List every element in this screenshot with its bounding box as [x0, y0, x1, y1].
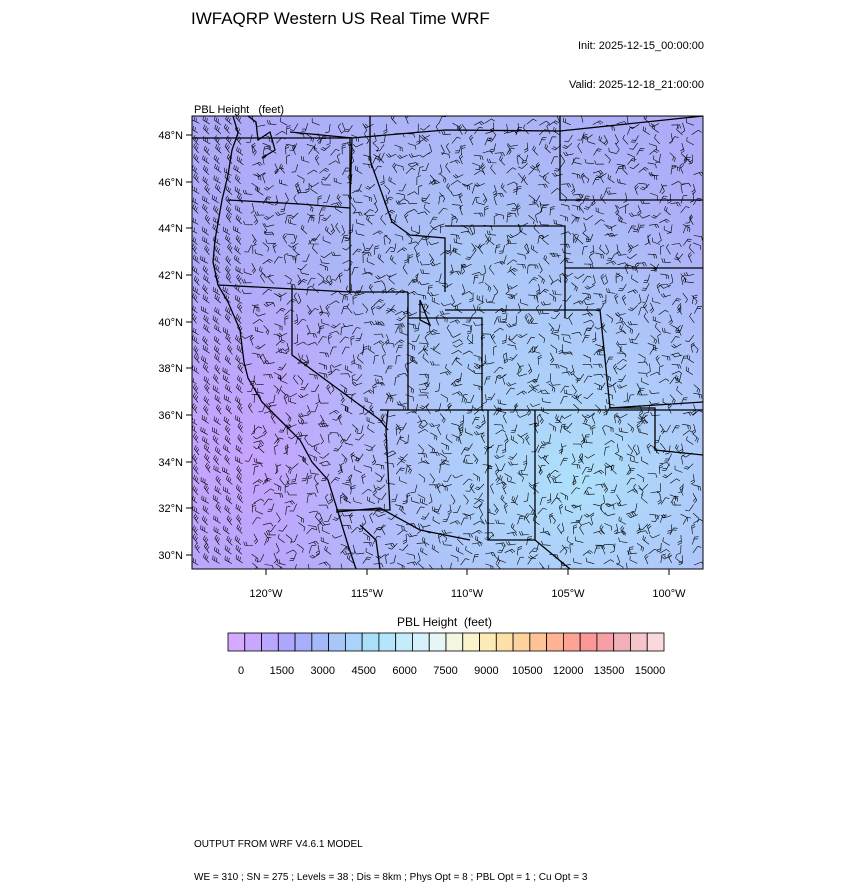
lat-tick-label: 44°N	[158, 223, 183, 235]
colorbar-box	[563, 633, 580, 651]
colorbar-label: 0	[237, 665, 245, 677]
chart-title: IWFAQRP Western US Real Time WRF	[191, 9, 490, 28]
colorbar-box	[262, 633, 279, 651]
lon-tick-label: 120°W	[249, 588, 283, 600]
lat-tick-label: 32°N	[158, 503, 183, 515]
map-panel	[189, 113, 704, 576]
colorbar-label: 13500	[593, 665, 625, 677]
colorbar-label: 9000	[474, 665, 499, 677]
model-info-line1: OUTPUT FROM WRF V4.6.1 MODEL	[194, 839, 363, 850]
colorbar-labels	[238, 665, 665, 677]
colorbar-box	[312, 633, 329, 651]
colorbar-box	[480, 633, 497, 651]
colorbar-box	[245, 633, 262, 651]
colorbar	[228, 633, 665, 677]
colorbar-box	[345, 633, 362, 651]
colorbar-box	[597, 633, 614, 651]
colorbar-label: 3000	[310, 665, 336, 677]
model-info-line2: WE = 310 ; SN = 275 ; Levels = 38 ; Dis = 8km ; Phys Opt = 8 ; PBL Opt = 1 ; Cu Opt = 3	[194, 872, 588, 883]
lat-tick-label: 42°N	[158, 270, 183, 282]
init-time: Init: 2025-12-15_00:00:00	[578, 40, 704, 52]
colorbar-box	[228, 633, 245, 651]
colorbar-boxes	[228, 633, 664, 651]
lat-tick-label: 34°N	[158, 457, 183, 469]
colorbar-box	[530, 633, 547, 651]
colorbar-box	[614, 633, 631, 651]
colorbar-title: PBL Height (feet)	[397, 615, 492, 629]
colorbar-box	[278, 633, 295, 651]
colorbar-box	[446, 633, 463, 651]
colorbar-label: 4500	[351, 665, 376, 677]
colorbar-box	[496, 633, 513, 651]
colorbar-box	[580, 633, 597, 651]
lat-tick-label: 46°N	[158, 177, 183, 189]
colorbar-box	[362, 633, 379, 651]
colorbar-label: 7500	[433, 665, 458, 677]
colorbar-box	[412, 633, 429, 651]
pbl-field-shade-southeast	[192, 116, 703, 569]
lat-tick-label: 36°N	[158, 410, 183, 422]
colorbar-box	[429, 633, 446, 651]
lon-tick-label: 100°W	[652, 588, 686, 600]
colorbar-box	[513, 633, 530, 651]
colorbar-box	[630, 633, 647, 651]
colorbar-label: 6000	[392, 665, 417, 677]
lat-tick-label: 30°N	[158, 550, 183, 562]
primary-field-label: PBL Height (feet)	[194, 104, 285, 116]
latitude-axis	[158, 130, 192, 562]
lon-tick-label: 105°W	[551, 588, 585, 600]
colorbar-label: 10500	[512, 665, 543, 677]
model-info	[194, 817, 587, 894]
colorbar-box	[329, 633, 346, 651]
colorbar-box	[463, 633, 480, 651]
lat-tick-label: 40°N	[158, 317, 183, 329]
colorbar-box	[379, 633, 396, 651]
colorbar-label: 1500	[269, 665, 295, 677]
colorbar-box	[547, 633, 564, 651]
lon-tick-label: 110°W	[450, 588, 484, 600]
colorbar-box	[647, 633, 664, 651]
lon-tick-label: 115°W	[350, 588, 384, 600]
colorbar-box	[295, 633, 312, 651]
longitude-axis	[249, 569, 686, 600]
colorbar-label: 15000	[634, 665, 666, 677]
valid-time: Valid: 2025-12-18_21:00:00	[569, 79, 704, 91]
colorbar-box	[396, 633, 413, 651]
lat-tick-label: 48°N	[158, 130, 183, 142]
colorbar-label: 12000	[552, 665, 584, 677]
lat-tick-label: 38°N	[158, 363, 183, 375]
